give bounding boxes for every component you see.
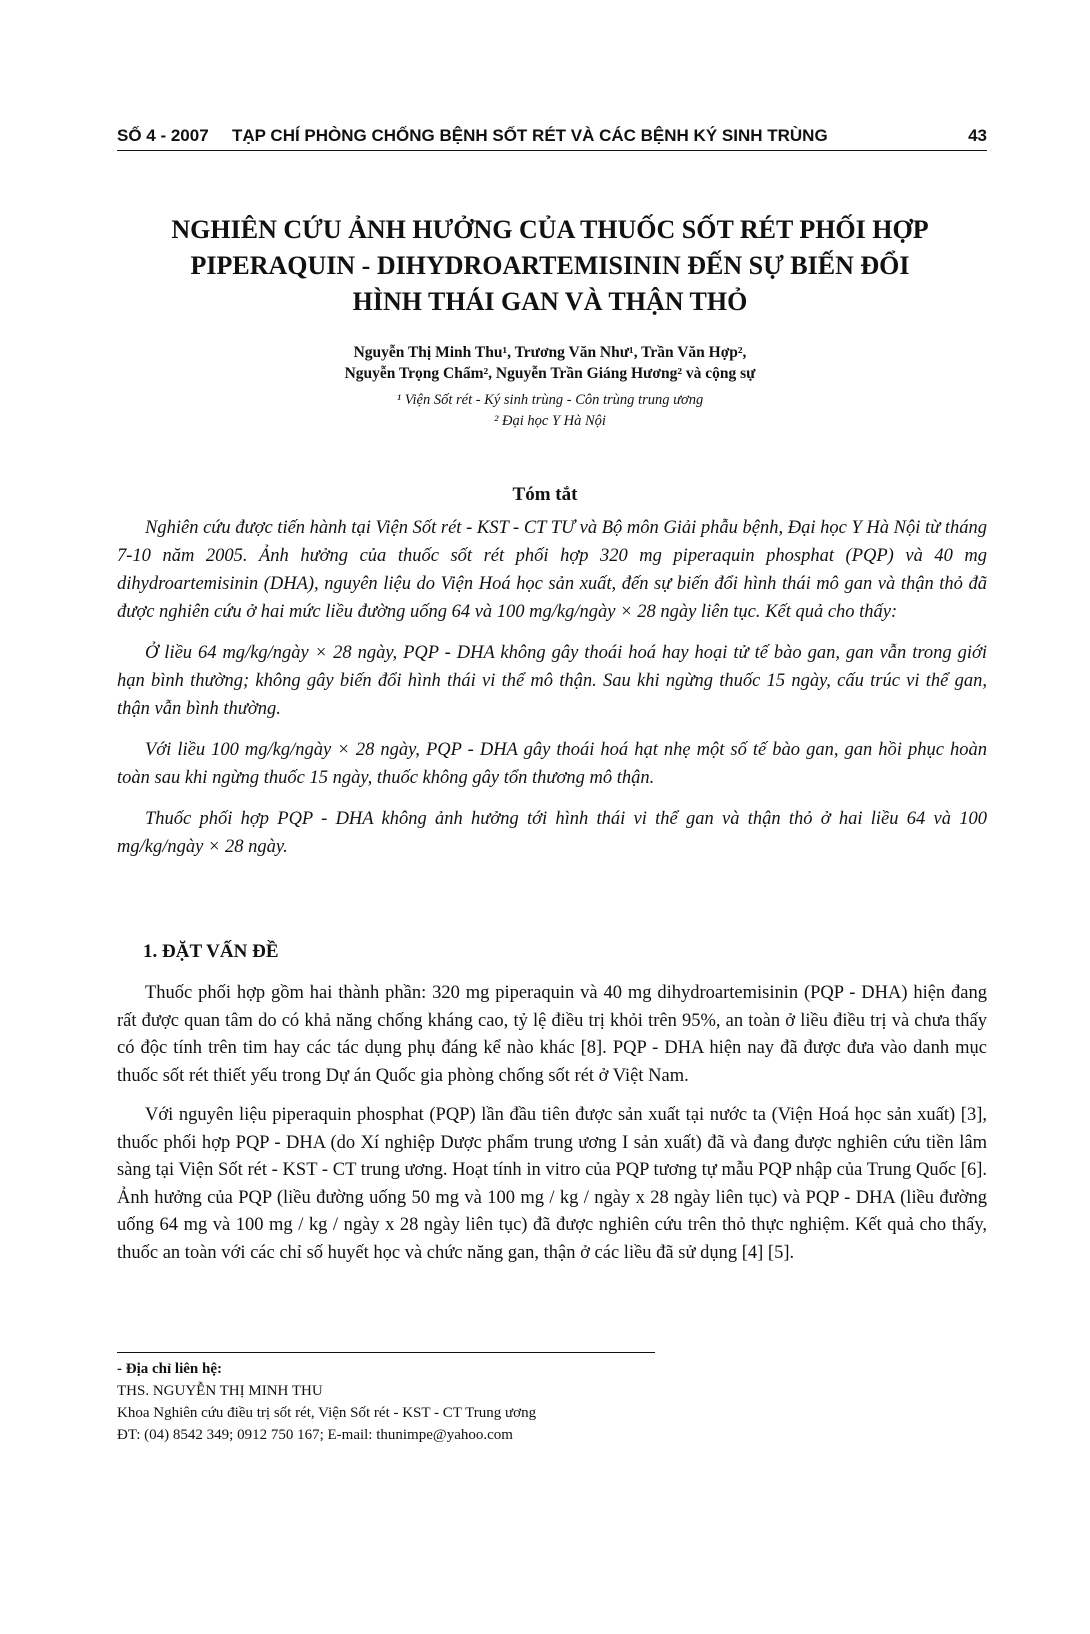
abstract-paragraph: Với liều 100 mg/kg/ngày × 28 ngày, PQP - DHA gây thoái hoá hạt nhẹ một số tế bào gan, gan hồi phục hoàn toàn sau khi ngừng thuốc 15 ngày, thuốc không gây tổn thương mô thận. xyxy=(117,740,987,788)
abstract-body xyxy=(117,514,987,874)
contact-footnote xyxy=(117,1358,817,1446)
title-line: PIPERAQUIN - DIHYDROARTEMISININ ĐẾN SỰ BIẾN ĐỔI xyxy=(190,251,910,280)
abstract-paragraph: Nghiên cứu được tiến hành tại Viện Sốt rét - KST - CT TƯ và Bộ môn Giải phẫu bệnh, Đại học Y Hà Nội từ tháng 7-10 năm 2005. Ảnh hưởng của thuốc sốt rét phối hợp 320 mg piperaquin phosphat (PQP) và 40 mg dihydroartemisinin (DHA), nguyên liệu do Viện Hoá học sản xuất, đến sự biến đổi hình thái mô gan và thận thỏ đã được nghiên cứu ở hai mức liều đường uống 64 và 100 mg/kg/ngày × 28 ngày liên tục. Kết quả cho thấy: xyxy=(117,518,987,622)
footnote-line: ĐT: (04) 8542 349; 0912 750 167; E-mail: thunimpe@yahoo.com xyxy=(117,1427,513,1443)
footnote-line: Khoa Nghiên cứu điều trị sốt rét, Viện Sốt rét - KST - CT Trung ương xyxy=(117,1405,537,1421)
title-line: NGHIÊN CỨU ẢNH HƯỞNG CỦA THUỐC SỐT RÉT PHỐI HỢP xyxy=(171,215,929,244)
author-line: Nguyễn Trọng Chẩm², Nguyễn Trần Giáng Hương² và cộng sự xyxy=(344,365,756,382)
affiliation-list xyxy=(150,390,950,432)
article-title xyxy=(100,212,1000,320)
affiliation: ² Đại học Y Hà Nội xyxy=(494,413,606,429)
issue-number: SỐ 4 - 2007 xyxy=(117,126,209,145)
running-header xyxy=(117,126,987,151)
abstract-paragraph: Ở liều 64 mg/kg/ngày × 28 ngày, PQP - DHA không gây thoái hoá hay hoại tử tế bào gan, gan vẫn trong giới hạn bình thường; không gây biến đổi hình thái vi thể mô thận. Sau khi ngừng thuốc 15 ngày, cấu trúc vi thể gan, thận vẫn bình thường. xyxy=(117,643,987,719)
journal-name: TẠP CHÍ PHÒNG CHỐNG BỆNH SỐT RÉT VÀ CÁC BỆNH KÝ SINH TRÙNG xyxy=(232,126,828,145)
footnote-divider xyxy=(117,1352,655,1353)
title-line: HÌNH THÁI GAN VÀ THẬN THỎ xyxy=(352,287,748,316)
section-heading: 1. ĐẶT VẤN ĐỀ xyxy=(143,941,279,962)
footnote-line: THS. NGUYỄN THỊ MINH THU xyxy=(117,1383,323,1399)
body-paragraph: Với nguyên liệu piperaquin phosphat (PQP) lần đầu tiên được sản xuất tại nước ta (Viện Hoá học sản xuất) [3], thuốc phối hợp PQP - DHA (do Xí nghiệp Dược phẩm trung ương I sản xuất) đã và đang được nghiên cứu tiền lâm sàng tại Viện Sốt rét - KST - CT trung ương. Hoạt tính in vitro của PQP tương tự mẫu PQP nhập của Trung Quốc [6]. Ảnh hưởng của PQP (liều đường uống 50 mg và 100 mg / kg / ngày x 28 ngày liên tục) và PQP - DHA (liều đường uống 64 mg và 100 mg / kg / ngày x 28 ngày liên tục) đã được nghiên cứu trên thỏ thực nghiệm. Kết quả cho thấy, thuốc an toàn với các chỉ số huyết học và chức năng gan, thận ở các liều đã sử dụng [4] [5]. xyxy=(117,1105,987,1263)
footnote-label: - Địa chỉ liên hệ: xyxy=(117,1361,222,1377)
body-paragraph: Thuốc phối hợp gồm hai thành phần: 320 mg piperaquin và 40 mg dihydroartemisinin (PQP - DHA) hiện đang rất được quan tâm do có khả năng chống kháng cao, tỷ lệ điều trị khỏi trên 95%, an toàn ở liều điều trị và chưa thấy có độc tính trên tim hay các tác dụng phụ đáng kể nào khác [8]. PQP - DHA hiện nay đã được đưa vào danh mục thuốc sốt rét thiết yếu trong Dự án Quốc gia phòng chống sốt rét ở Việt Nam. xyxy=(117,983,987,1086)
section-body xyxy=(117,980,987,1279)
page-number: 43 xyxy=(968,126,987,145)
abstract-heading: Tóm tắt xyxy=(512,484,578,505)
affiliation: ¹ Viện Sốt rét - Ký sinh trùng - Côn trùng trung ương xyxy=(396,392,704,408)
author-list xyxy=(150,342,950,384)
abstract-paragraph: Thuốc phối hợp PQP - DHA không ảnh hưởng tới hình thái vi thể gan và thận thỏ ở hai liều 64 và 100 mg/kg/ngày × 28 ngày. xyxy=(117,809,987,857)
author-line: Nguyễn Thị Minh Thu¹, Trương Văn Như¹, Trần Văn Hợp², xyxy=(353,344,747,361)
